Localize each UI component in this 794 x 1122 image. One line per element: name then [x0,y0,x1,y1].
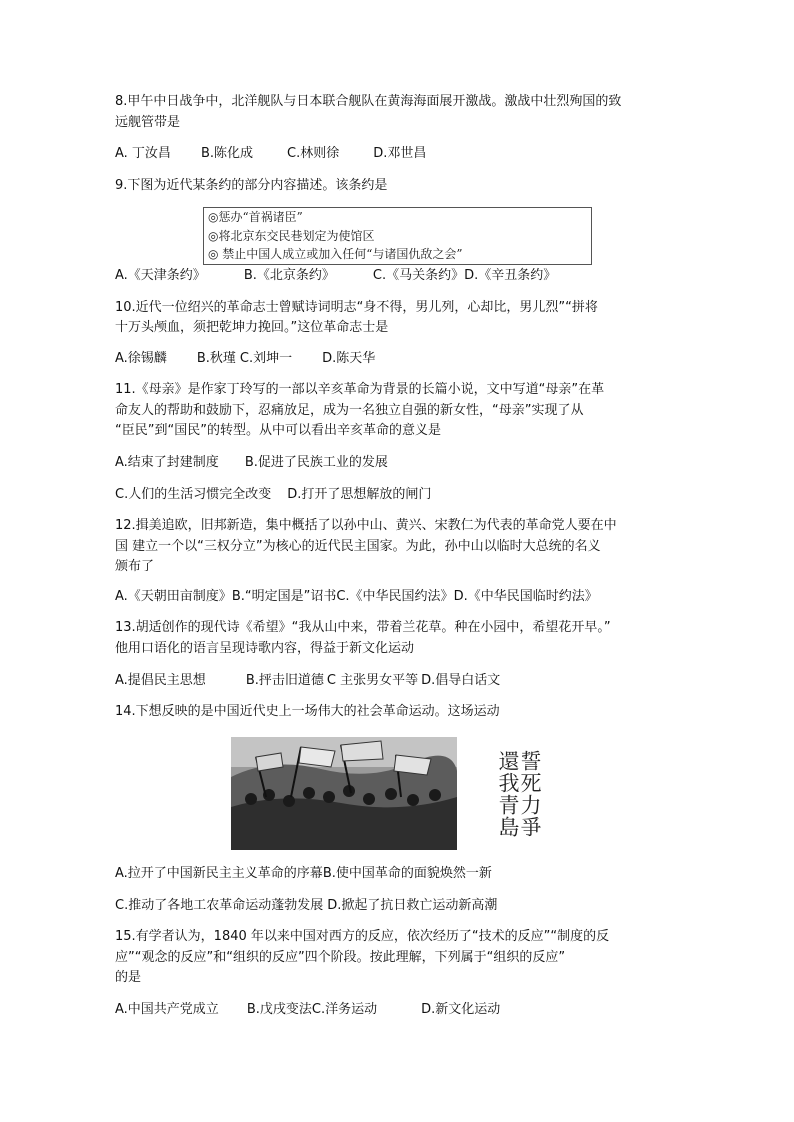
q15-stem-line3: 的是 [115,970,142,985]
q8-stem-line1: 8.甲午中日战争中，北洋舰队与日本联合舰队在黄海海面展开激战。激战中壮烈殉国的致 [115,94,622,109]
q10-option-d: D.陈天华 [322,351,376,366]
q14-option-b: B.使中国革命的面貌焕然一新 [322,866,492,881]
q8-option-b: B.陈化成 [200,146,253,161]
q13-stem-line1: 13.胡适创作的现代诗《希望》“我从山中来，带着兰花草。种在小园中，希望花开早。” [115,620,611,635]
q10-option-b: B.秋瑾 [196,351,236,366]
q8-options [115,146,426,162]
treaty-excerpt-item-3: ◎ 禁止中国人成立或加入任何“与诸国仇敌之会” [208,247,463,261]
q14-option-d: D.掀起了抗日救亡运动新高潮 [327,898,498,913]
q10-stem-line1: 10.近代一位绍兴的革命志士曾赋诗词明志“身不得，男儿列，心却比，男儿烈”“拼将 [115,300,598,315]
q10-option-c: C.刘坤一 [239,351,293,366]
q11-stem-line1: 11.《母亲》是作家丁玲写的一部以辛亥革命为背景的长篇小说，文中写道“母亲”在革 [115,382,605,397]
q12-option-b: B.“明定国是”诏书 [231,589,337,604]
q14-options-row1 [115,866,492,882]
q15-option-d: D.新文化运动 [421,1002,501,1017]
protest-photo-drawing [231,737,457,850]
q10-options [115,351,375,367]
q8-option-d: D.邓世昌 [373,146,427,161]
q8-option-a: A. 丁汝昌 [115,146,171,161]
q9-option-a: A.《天津条约》 [115,268,206,283]
q11-stem-line2: 命友人的帮助和鼓励下，忍痛放足，成为一名独立自强的新女性，“母亲”实现了从 [115,403,584,418]
slogan-column-2: 還我青島 [496,750,520,838]
treaty-excerpt-item-2: ◎将北京东交民巷划定为使馆区 [208,229,375,243]
q12-option-d: D.《中华民国临时约法》 [453,589,598,604]
q13-option-a: A.提倡民主思想 [115,673,206,688]
q12-option-a: A.《天朝田亩制度》 [115,589,232,604]
q14-option-c: C.推动了各地工农革命运动蓬勃发展 [115,898,324,913]
slogan-column-1: 誓死力爭 [518,750,542,838]
q9-options [115,268,556,284]
q12-stem-line2: 国 建立一个以“三权分立”为核心的近代民主国家。为此，孙中山以临时大总统的名义 [115,539,601,554]
q13-stem-line2: 他用口语化的语言呈现诗歌内容，得益于新文化运动 [115,641,415,656]
q8-stem-line2: 远舰管带是 [115,115,181,130]
q15-stem-line1: 15.有学者认为，1840 年以来中国对西方的反应，依次经历了“技术的反应”“制度的反 [115,929,610,944]
q13-option-c: C 主张男女平等 [326,673,419,688]
q11-option-b: B.促进了民族工业的发展 [244,455,388,470]
q10-stem-line2: 十万头颅血，须把乾坤力挽回。”这位革命志士是 [115,320,389,335]
q11-stem-line3: “臣民”到“国民”的转型。从中可以看出辛亥革命的意义是 [115,423,441,438]
q12-stem-line1: 12.揖美追欧，旧邦新造，集中概括了以孙中山、黄兴、宋教仁为代表的革命党人要在中 [115,518,617,533]
q14-options-row2 [115,898,497,914]
q12-option-c: C.《中华民国约法》 [336,589,454,604]
q15-option-b: B.戊戌变法 [246,1002,312,1017]
q13-options [115,673,500,689]
q9-option-d: D.《辛丑条约》 [464,268,557,283]
q14-stem: 14.下想反映的是中国近代史上一场伟大的社会革命运动。这场运动 [115,704,500,719]
q9-option-b: B.《北京条约》 [243,268,335,283]
q9-stem: 9.下图为近代某条约的部分内容描述。该条约是 [115,178,388,193]
q11-options-row2 [115,487,431,503]
q15-options [115,1002,500,1018]
q14-option-a: A.拉开了中国新民主主义革命的序幕 [115,866,323,881]
q9-option-c: C.《马关条约》 [372,268,465,283]
q13-option-b: B.抨击旧道德 [245,673,324,688]
q11-option-a: A.结束了封建制度 [115,455,219,470]
q11-options-row1 [115,455,388,471]
q13-option-d: D.倡导白话文 [421,673,501,688]
may-fourth-protest-photo [231,737,457,850]
q8-option-c: C.林则徐 [287,146,340,161]
q15-option-a: A.中国共产党成立 [115,1002,219,1017]
q15-option-c: C.洋务运动 [311,1002,378,1017]
q15-stem-line2: 应”“观念的反应”和“组织的反应”四个阶段。按此理解，下列属于“组织的反应” [115,950,566,965]
q10-option-a: A.徐锡麟 [115,351,167,366]
treaty-excerpt-box [203,207,592,265]
q11-option-c: C.人们的生活习惯完全改变 [115,487,272,502]
q11-option-d: D.打开了思想解放的闸门 [287,487,432,502]
q12-stem-line3: 颁布了 [115,559,155,574]
q12-options [115,589,598,605]
treaty-excerpt-item-1: ◎惩办“首祸诸臣” [208,210,303,224]
